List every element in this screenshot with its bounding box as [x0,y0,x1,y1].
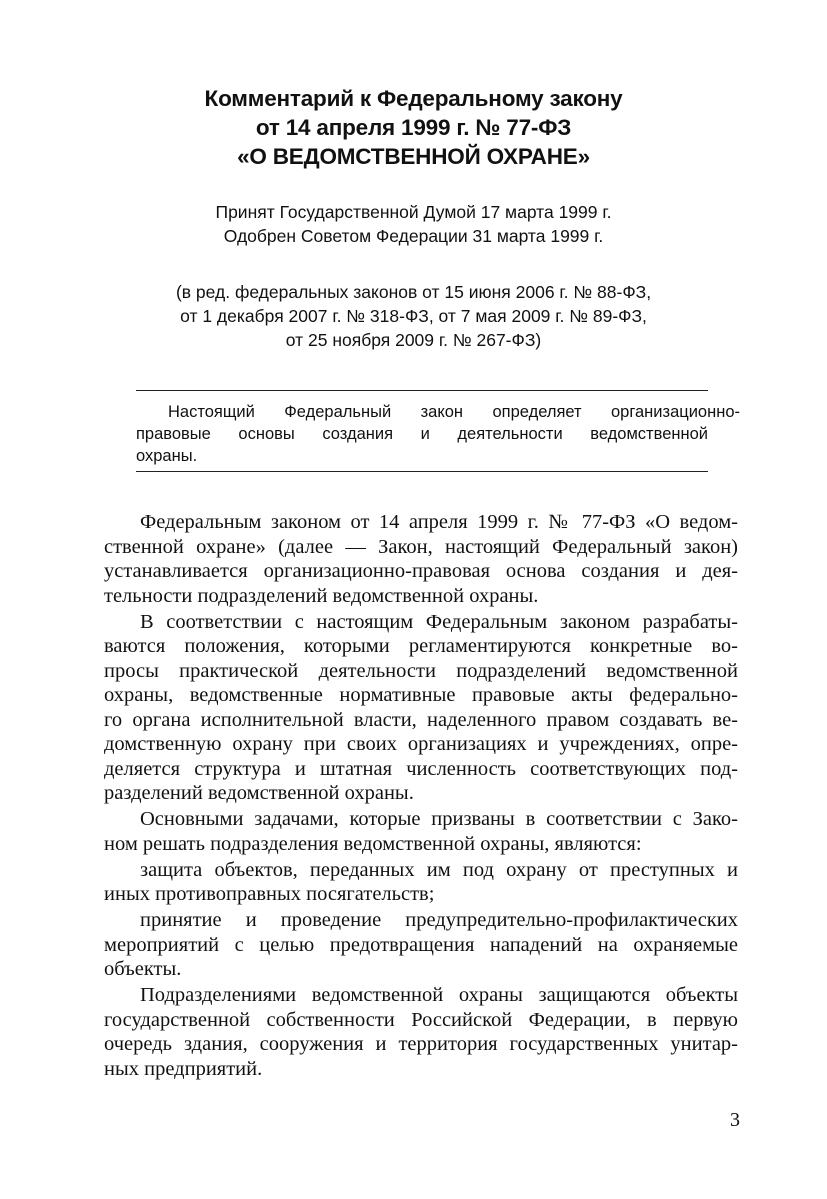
document-title [0,84,827,171]
text-line: Федеральным законом от 14 апреля 1999 г. № 77-ФЗ «О ведом- [140,511,738,533]
text-line: ном решать подразделения ведомственной охраны, являются: [104,832,642,855]
adoption-line: Одобрен Советом Федерации 31 марта 1999 г. [223,226,604,246]
text-line: го органа исполнительной власти, наделенного правом создавать ве- [104,708,738,731]
preamble-box [136,390,740,472]
text-line: мероприятий с целью предотвращения нападений на охраняемые [104,933,738,956]
amendment-line: от 1 декабря 2007 г. № 318-ФЗ, от 7 мая 2009 г. № 89-ФЗ, [180,306,647,326]
preamble-line: Настоящий Федеральный закон определяет организационно- [168,403,740,421]
text-line: защита объектов, переданных им под охрану от преступных и [140,858,738,881]
preamble-line: охраны. [136,447,198,465]
text-line: государственной собственности Российской Федерации, в первую [104,1008,738,1031]
text-line: очередь здания, сооружения и территория государственных унитар- [104,1033,738,1055]
amendment-line: от 25 ноября 2009 г. № 267-ФЗ) [285,330,542,350]
title-line: «О ВЕДОМСТВЕННОЙ ОХРАНЕ» [237,144,590,169]
paragraph [104,807,738,856]
text-line: объекты. [104,958,182,980]
paragraph [104,858,738,907]
text-line: разделений ведомственной охраны. [104,782,414,804]
paragraph [104,610,738,806]
paragraph [104,908,738,982]
text-line: ных предприятий. [104,1057,263,1080]
preamble-line: правовые основы создания и деятельности ведомственной [136,425,708,443]
text-line: В соответствии с настоящим Федеральным законом разрабаты- [140,610,738,633]
preamble [136,401,740,467]
amendment-info [0,280,827,352]
text-line: деляется структура и штатная численность соответствующих под- [104,757,738,780]
page-number: 3 [730,1109,740,1131]
paragraph [104,510,738,608]
commentary-body [104,510,738,1083]
text-line: ственной охране» (далее — Закон, настоящий Федеральный закон) [104,535,738,558]
text-line: Основными задачами, которые призваны в соответствии с Зако- [140,808,738,830]
text-line: домственную охрану при своих организациях и учреждениях, опре- [104,733,738,755]
title-line: Комментарий к Федеральному закону [204,86,623,111]
adoption-line: Принят Государственной Думой 17 марта 1999 г. [215,202,612,222]
text-line: охраны, ведомственные нормативные правовые акты федерально- [104,684,738,706]
amendment-line: (в ред. федеральных законов от 15 июня 2006 г. № 88-ФЗ, [175,282,652,302]
text-line: принятие и проведение предупредительно-профилактических [140,909,738,931]
paragraph [104,983,738,1081]
text-line: просы практической деятельности подразделений ведомственной [104,659,738,682]
title-line: от 14 апреля 1999 г. № 77-ФЗ [255,115,572,140]
text-line: Подразделениями ведомственной охраны защищаются объекты [140,984,738,1006]
text-line: тельности подразделений ведомственной охраны. [104,584,539,607]
adoption-info [0,200,827,248]
text-line: ваются положения, которыми регламентируются конкретные во- [104,635,738,657]
text-line: иных противоправных посягательств; [104,883,435,905]
text-line: устанавливается организационно-правовая основа создания и дея- [104,560,738,582]
